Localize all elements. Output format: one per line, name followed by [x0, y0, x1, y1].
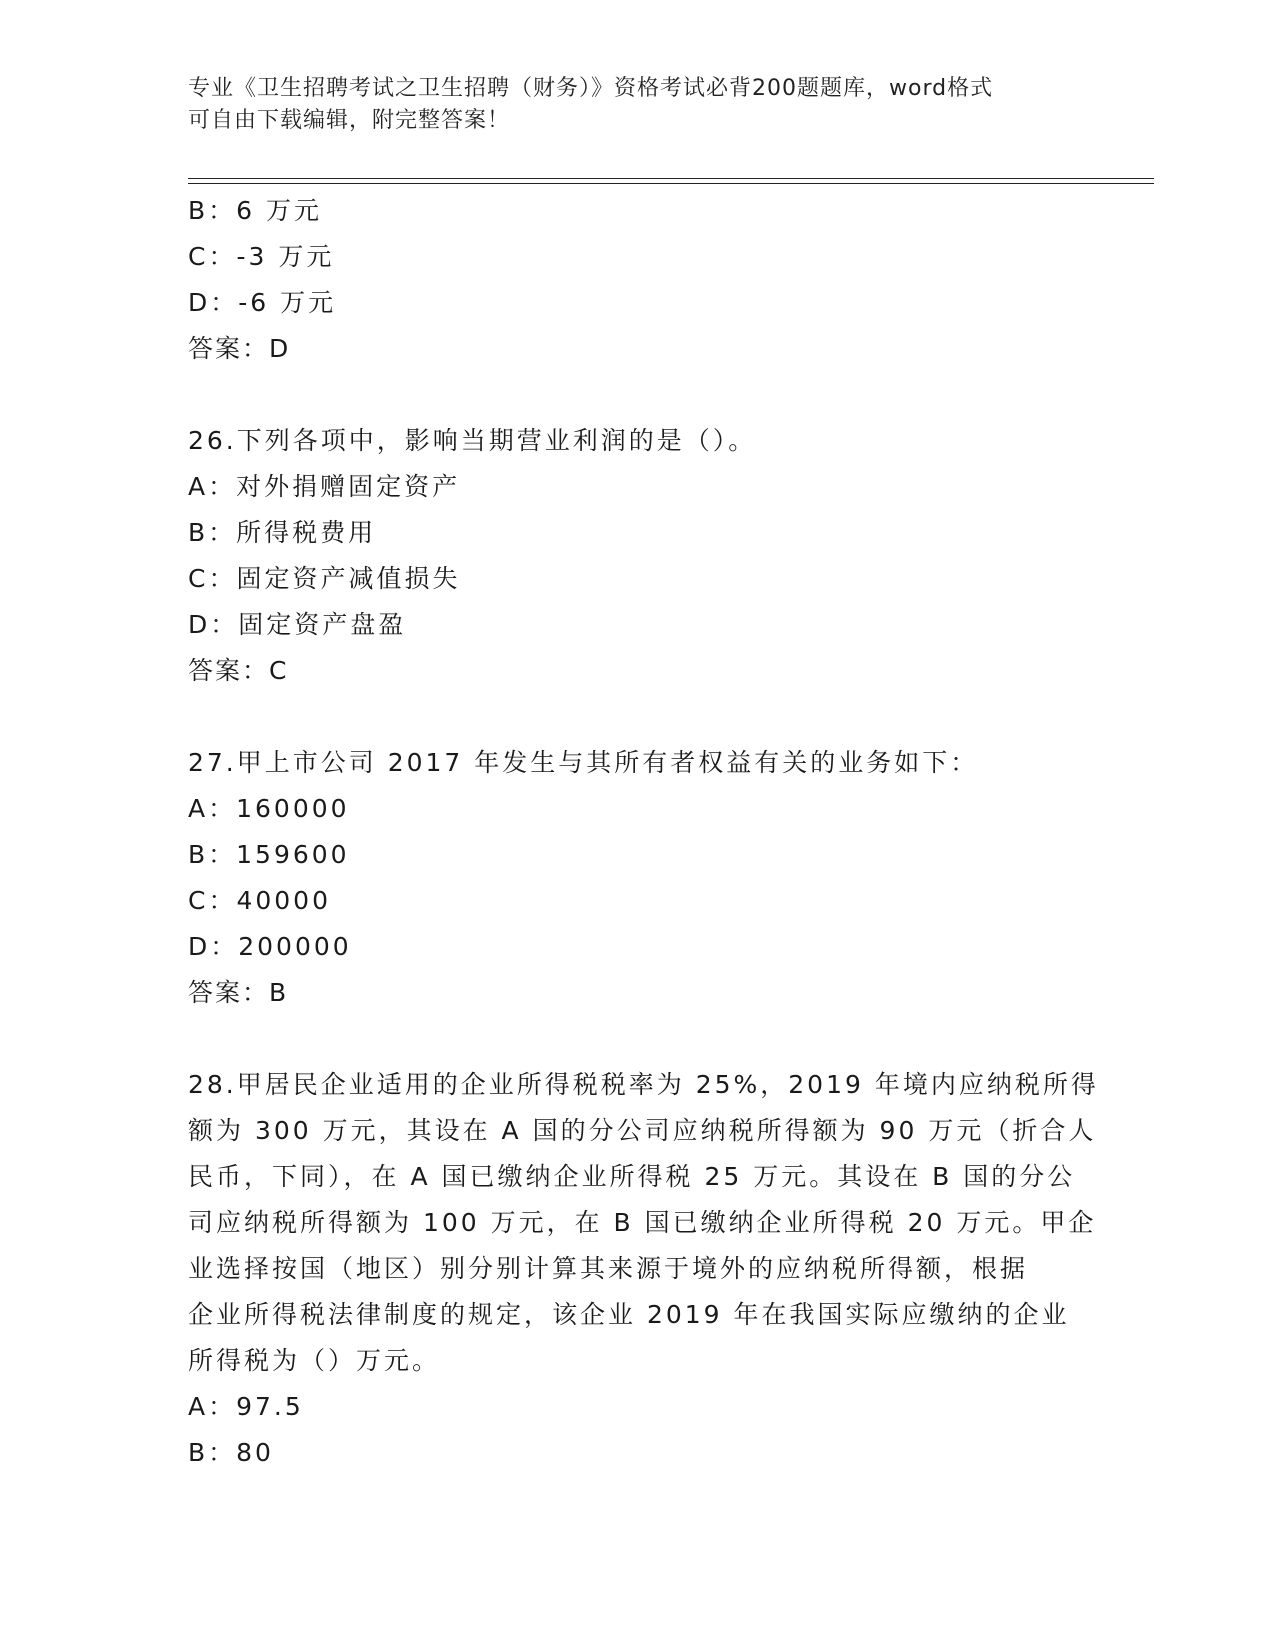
q28-question-line-7: 所得税为（）万元。 — [188, 1346, 441, 1375]
q28-question-line-4: 司应纳税所得额为 100 万元，在 B 国已缴纳企业所得税 20 万元。甲企 — [188, 1208, 1097, 1237]
spacer — [188, 694, 1088, 740]
q25-answer: 答案：D — [188, 334, 291, 363]
q28-question-line-2: 额为 300 万元，其设在 A 国的分公司应纳税所得额为 90 万元（折合人 — [188, 1116, 1097, 1145]
q27-option-b: B：159600 — [188, 840, 350, 869]
q28-option-a: A：97.5 — [188, 1392, 304, 1421]
q27-option-d: D：200000 — [188, 932, 352, 961]
q28-question-line-1: 28.甲居民企业适用的企业所得税税率为 25%，2019 年境内应纳税所得 — [188, 1070, 1099, 1099]
q25-option-c: C：-3 万元 — [188, 242, 335, 271]
header-line-1: 专业《卫生招聘考试之卫生招聘（财务）》资格考试必背200题题库，word格式 — [188, 76, 994, 101]
q26-option-d: D：固定资产盘盈 — [188, 610, 407, 639]
document-header — [188, 73, 1068, 137]
q27-question: 27.甲上市公司 2017 年发生与其所有者权益有关的业务如下： — [188, 748, 979, 777]
q26-option-c: C：固定资产减值损失 — [188, 564, 461, 593]
q26-question: 26.下列各项中，影响当期营业利润的是（）。 — [188, 426, 757, 455]
q25-option-b: B：6 万元 — [188, 196, 323, 225]
question-27-block — [188, 740, 1088, 1016]
q27-answer: 答案：B — [188, 978, 289, 1007]
q27-option-c: C：40000 — [188, 886, 331, 915]
spacer — [188, 1016, 1088, 1062]
question-25-block — [188, 188, 1088, 372]
q26-option-b: B：所得税费用 — [188, 518, 377, 547]
q25-option-d: D：-6 万元 — [188, 288, 337, 317]
q28-option-b: B：80 — [188, 1438, 274, 1467]
question-26-block — [188, 418, 1088, 694]
q26-answer: 答案：C — [188, 656, 289, 685]
question-28-block — [188, 1062, 1099, 1476]
header-rule-bottom — [188, 183, 1154, 184]
question-content — [188, 188, 1099, 1476]
q27-option-a: A：160000 — [188, 794, 350, 823]
q26-option-a: A：对外捐赠固定资产 — [188, 472, 461, 501]
q28-question-line-3: 民币，下同），在 A 国已缴纳企业所得税 25 万元。其设在 B 国的分公 — [188, 1162, 1076, 1191]
q28-question-line-6: 企业所得税法律制度的规定，该企业 2019 年在我国实际应缴纳的企业 — [188, 1300, 1070, 1329]
spacer — [188, 372, 1088, 418]
q28-question-line-5: 业选择按国（地区）别分别计算其来源于境外的应纳税所得额，根据 — [188, 1254, 1029, 1283]
header-rule-top — [188, 178, 1154, 179]
header-line-2: 可自由下载编辑，附完整答案！ — [188, 108, 511, 133]
